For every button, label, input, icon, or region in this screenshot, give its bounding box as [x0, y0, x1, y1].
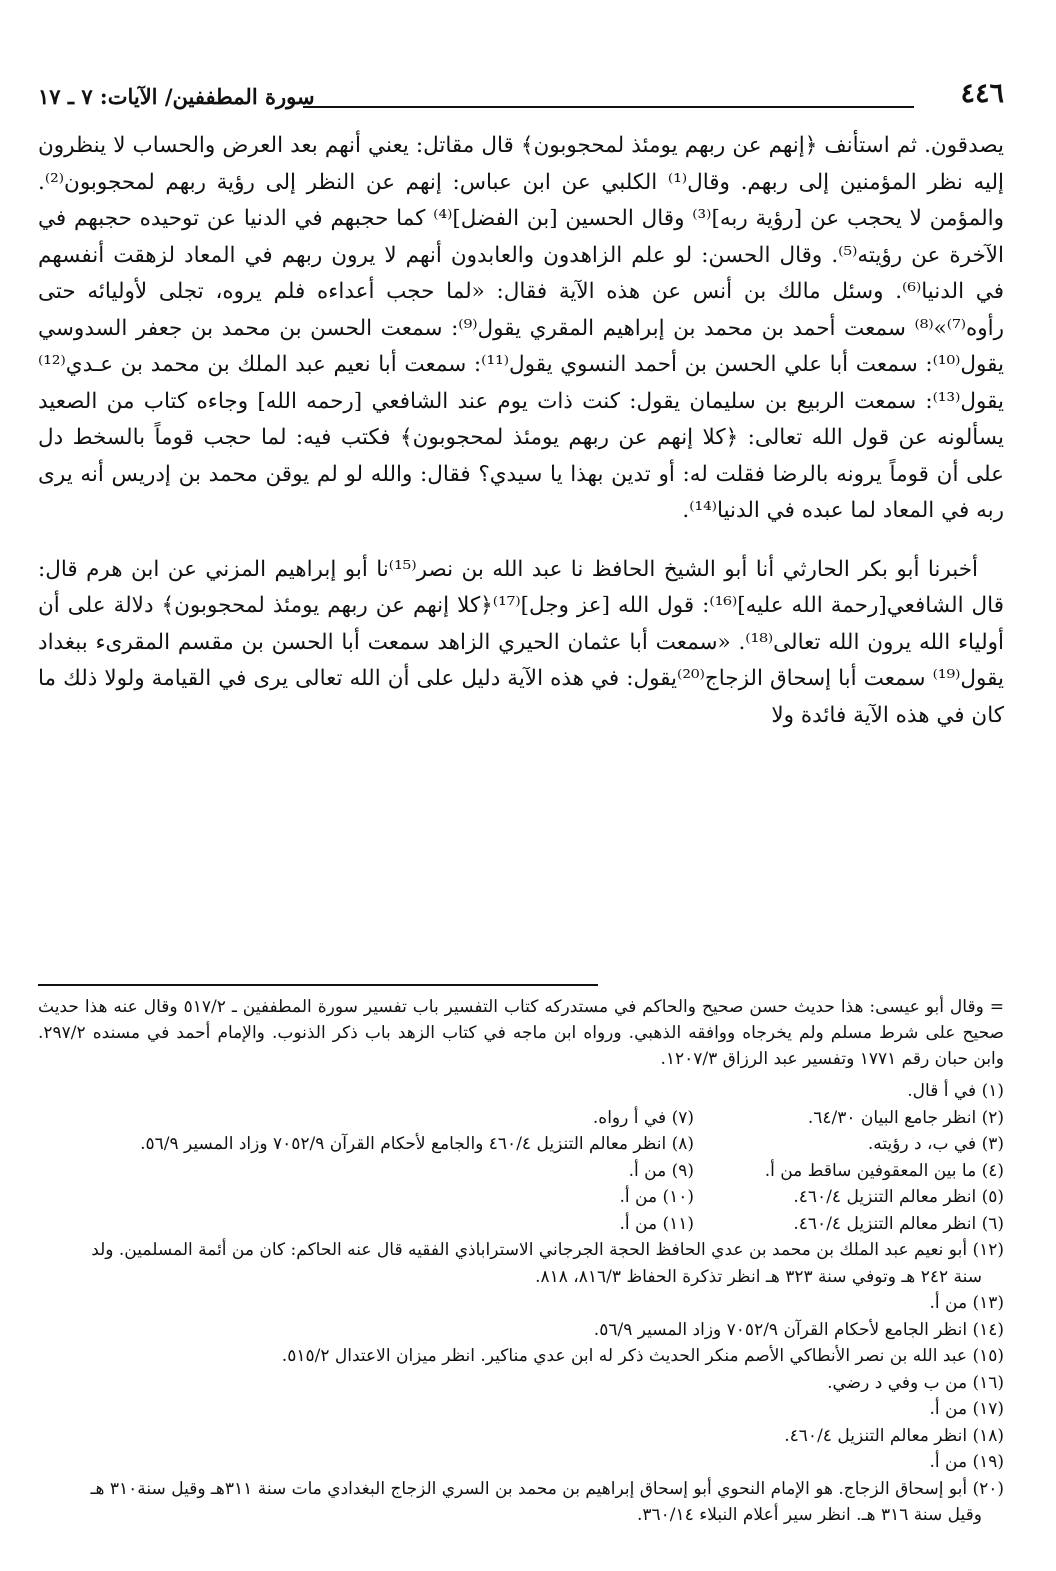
body-paragraph: أخبرنا أبو بكر الحارثي أنا أبو الشيخ الحافظ نا عبد الله بن نصر⁽¹⁵⁾نا أبو إبراهيم المزني عن ابن هرم قال: قال الشافعي[رحمة الله عليه]⁽¹⁶⁾: قول الله [عز وجل]⁽¹⁷⁾﴿كلا إنهم عن ربهم يومئذ لمحجوبون﴾ دلالة على أن أولياء الله يرون الله تعالى⁽¹⁸⁾. «سمعت أبا عثمان الحيري الزاهد سمعت أبا الحسن بن مقسم المقرىء ببغداد يقول⁽¹⁹⁾ سمعت أبا إسحاق الزجاج⁽²⁰⁾يقول: في هذه الآية دليل على أن الله تعالى يرى في القيامة ولولا ذلك ما كان في هذه الآية فائدة ولا: [38, 556, 1004, 728]
footnote: (٨) انظر معالم التنزيل ٤٦٠/٤ والجامع لأحكام القرآن ٧٠٥٢/٩ وزاد المسير ٥٦/٩.: [140, 1134, 694, 1154]
footnote: (١٢) أبو نعيم عبد الملك بن محمد بن عدي الحافظ الحجة الجرجاني الاستراباذي الفقيه قال عنه الحاكم: كان من أئمة المسلمين. ولد: [91, 1240, 1004, 1260]
body-paragraph: يصدقون. ثم استأنف ﴿إنهم عن ربهم يومئذ لمحجوبون﴾ قال مقاتل: يعني أنهم بعد العرض والحساب لا ينظرون إليه نظر المؤمنين إلى ربهم. وقال⁽¹⁾ الكلبي عن ابن عباس: إنهم عن النظر إلى رؤية ربهم لمحجوبون⁽²⁾. والمؤمن لا يحجب عن [رؤية ربه]⁽³⁾ وقال الحسين [بن الفضل]⁽⁴⁾ كما حجبهم في الدنيا عن توحيده حجبهم في الآخرة عن رؤيته⁽⁵⁾. وقال الحسن: لو علم الزاهدون والعابدون أنهم لا يرون ربهم في المعاد لزهقت أنفسهم في الدنيا⁽⁶⁾. وسئل مالك بن أنس عن هذه الآية فقال: «لما حجب أعداءه فلم يروه، تجلى لأوليائه حتى رأوه⁽⁷⁾»⁽⁸⁾ سمعت أحمد بن محمد بن إبراهيم المقري يقول⁽⁹⁾: سمعت الحسن بن محمد بن جعفر السدوسي يقول⁽¹⁰⁾: سمعت أبا علي الحسن بن أحمد النسوي يقول⁽¹¹⁾: سمعت أبا نعيم عبد الملك بن محمد بن عـدي⁽¹²⁾ يقول⁽¹³⁾: سمعت الربيع بن سليمان يقول: كنت ذات يوم عند الشافعي [رحمه الله] وجاءه كتاب من الصعيد يسألونه عن قول الله تعالى: ﴿كلا إنهم عن ربهم يومئذ لمحجوبون﴾ فكتب فيه: لما حجب قوماً بالسخط دل على أن قوماً يرونه بالرضا فقلت له: أو تدين بهذا يا سيدي؟ فقال: والله لو لم يوقن محمد بن إدريس أنه يرى ربه في المعاد لما عبده في الدنيا⁽¹⁴⁾.: [38, 133, 1005, 523]
footnote: (٧) في أ رواه.: [592, 1107, 694, 1128]
footnote-row: [38, 1158, 1004, 1185]
footnote: (٥) انظر معالم التنزيل ٤٦٠/٤.: [793, 1187, 1004, 1207]
footnote: (٢) انظر جامع البيان ٦٤/٣٠.: [807, 1107, 1004, 1128]
footnote: (١٩) من أ.: [929, 1452, 1004, 1472]
footnote-row: [38, 1131, 1004, 1158]
footnote: (٦) انظر معالم التنزيل ٤٦٠/٤.: [793, 1213, 1004, 1234]
footnote: (١٦) من ب وفي د رضي.: [827, 1372, 1004, 1393]
footnote: (١٨) انظر معالم التنزيل ٤٦٠/٤.: [784, 1425, 1004, 1446]
page-number: ٤٤٦: [960, 78, 1004, 109]
page-header: [38, 78, 1004, 118]
footnote: (١٥) عبد الله بن نصر الأنطاكي الأصم منكر الحديث ذكر له ابن عدي مناكير. انظر ميزان الاعتدال ٥١٥/٢.: [281, 1346, 1004, 1366]
header-rule: [303, 106, 914, 108]
running-title: سورة المطففين/ الآيات: ٧ ـ ١٧: [38, 84, 315, 109]
footnote: (٣) في ب، د رؤيته.: [867, 1134, 1004, 1154]
main-text: [38, 128, 1004, 734]
footnote-row: [38, 1211, 1004, 1238]
footnote: (١٧) من أ.: [929, 1399, 1004, 1419]
footnote-row: [38, 1184, 1004, 1211]
footnote: (١) في أ قال.: [907, 1081, 1004, 1101]
footnote: (٢٠) أبو إسحاق الزجاج. هو الإمام النحوي أبو إسحاق إبراهيم بن محمد بن السري الزجاج البغدادي مات سنة ٣١١هـ وقيل سنة٣١٠ هـ: [90, 1478, 1004, 1499]
footnote-row: [38, 1105, 1004, 1132]
footnotes: [38, 994, 1004, 1529]
footnote: (٤) ما بين المعقوفين ساقط من أ.: [764, 1160, 1004, 1181]
footnote: (٩) من أ.: [628, 1160, 694, 1181]
footnote: (١١) من أ.: [619, 1213, 694, 1234]
footnote: (١٣) من أ.: [929, 1293, 1004, 1313]
footnote-continued: وقيل سنة ٣١٦ هـ. انظر سير أعلام النبلاء ٣٦٠/١٤.: [637, 1505, 982, 1525]
footnote-continuation: = وقال أبو عيسى: هذا حديث حسن صحيح والحاكم في مستدركه كتاب التفسير باب تفسير سورة المطففين ـ ٥١٧/٢ وقال عنه هذا حديث صحيح على شرط مسلم ولم يخرجاه ووافقه الذهبي. ورواه ابن ماجه في كتاب الزهد باب ذكر الذنوب. والإمام أحمد في مسنده ٢٩٧/٢. وابن حبان رقم ١٧٧١ وتفسير عبد الرزاق ١٢٠٧/٣.: [38, 997, 1005, 1069]
footnote: (١٠) من أ.: [619, 1187, 694, 1207]
footnote: (١٤) انظر الجامع لأحكام القرآن ٧٠٥٢/٩ وزاد المسير ٥٦/٩.: [593, 1319, 1004, 1340]
footnote-rule: [38, 984, 598, 986]
footnote-continued: سنة ٢٤٢ هـ وتوفي سنة ٣٢٣ هـ انظر تذكرة الحفاظ ٨١٦/٣، ٨١٨.: [535, 1266, 982, 1287]
